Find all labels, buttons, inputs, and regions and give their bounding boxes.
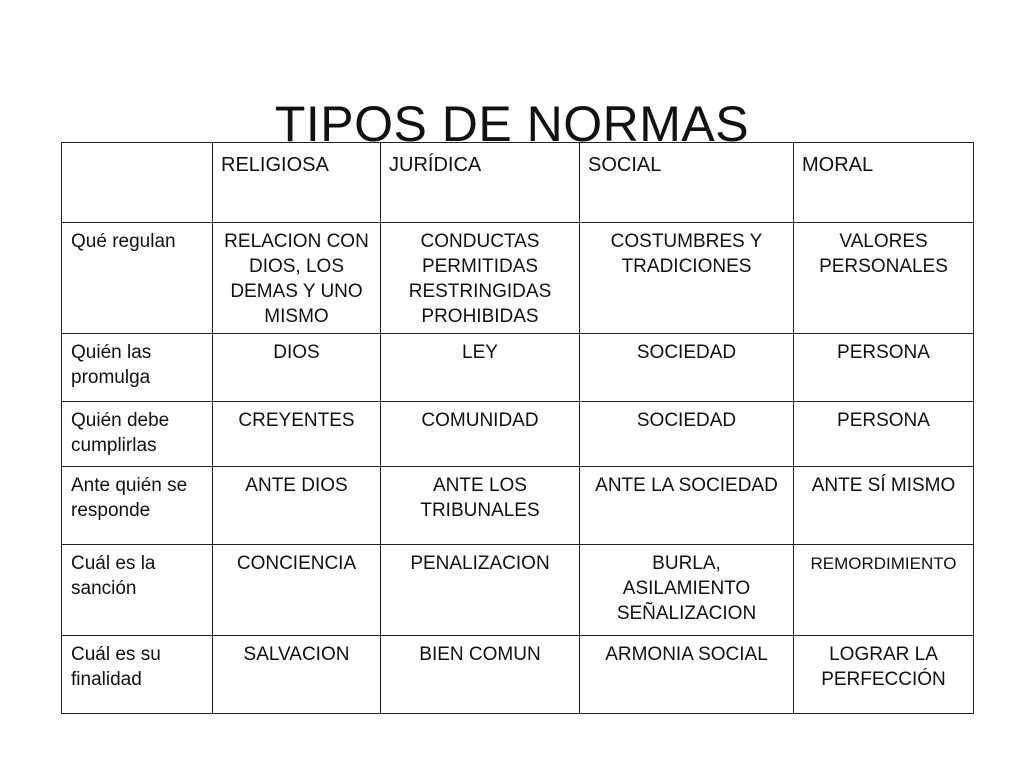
table-row	[62, 334, 974, 402]
row-label: Cuál es la sanción	[62, 545, 213, 636]
table-cell: CONCIENCIA	[213, 545, 381, 636]
table-row	[62, 402, 974, 467]
table-cell: VALORES PERSONALES	[794, 223, 974, 334]
table-cell: DIOS	[213, 334, 381, 402]
row-label: Quién debe cumplirlas	[62, 402, 213, 467]
table-cell: ANTE DIOS	[213, 467, 381, 545]
table-cell: BIEN COMUN	[381, 636, 580, 714]
table-cell: COMUNIDAD	[381, 402, 580, 467]
table-cell: PENALIZACION	[381, 545, 580, 636]
table-cell: RELACION CON DIOS, LOS DEMAS Y UNO MISMO	[213, 223, 381, 334]
header-corner-cell	[62, 143, 213, 223]
table-cell: ARMONIA SOCIAL	[580, 636, 794, 714]
table-row	[62, 636, 974, 714]
table-cell: CREYENTES	[213, 402, 381, 467]
table-cell: SOCIEDAD	[580, 402, 794, 467]
table-cell: ANTE LOS TRIBUNALES	[381, 467, 580, 545]
header-juridica: JURÍDICA	[381, 143, 580, 223]
row-label: Quién las promulga	[62, 334, 213, 402]
table-cell: BURLA, ASILAMIENTO SEÑALIZACION	[580, 545, 794, 636]
header-religiosa: RELIGIOSA	[213, 143, 381, 223]
table-cell: REMORDIMIENTO	[794, 545, 974, 636]
norms-table	[61, 142, 974, 714]
table-cell: SALVACION	[213, 636, 381, 714]
page-title: TIPOS DE NORMAS	[274, 95, 750, 152]
table-cell: CONDUCTAS PERMITIDAS RESTRINGIDAS PROHIBIDAS	[381, 223, 580, 334]
header-moral: MORAL	[794, 143, 974, 223]
table-cell: PERSONA	[794, 402, 974, 467]
table-row	[62, 545, 974, 636]
table-row	[62, 223, 974, 334]
header-social: SOCIAL	[580, 143, 794, 223]
row-label: Qué regulan	[62, 223, 213, 334]
table-cell: LEY	[381, 334, 580, 402]
table-cell: COSTUMBRES Y TRADICIONES	[580, 223, 794, 334]
row-label: Ante quién se responde	[62, 467, 213, 545]
table-cell: PERSONA	[794, 334, 974, 402]
table-cell: LOGRAR LA PERFECCIÓN	[794, 636, 974, 714]
table-cell: SOCIEDAD	[580, 334, 794, 402]
table-cell: ANTE SÍ MISMO	[794, 467, 974, 545]
table-header-row	[62, 143, 974, 223]
row-label: Cuál es su finalidad	[62, 636, 213, 714]
table-cell: ANTE LA SOCIEDAD	[580, 467, 794, 545]
table-row	[62, 467, 974, 545]
